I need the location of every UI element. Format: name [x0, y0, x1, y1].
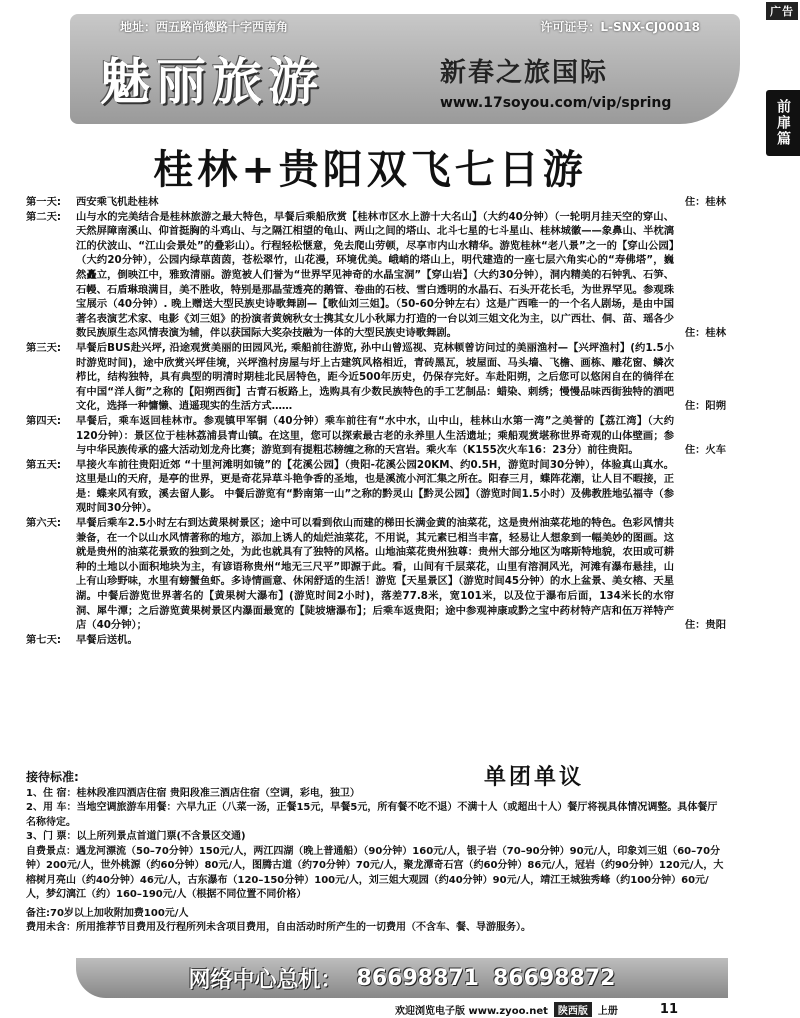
- day-label: 第六天:: [26, 517, 62, 530]
- day-stay: 住：桂林: [684, 327, 726, 340]
- page-title: 桂林+贵阳双飞七日游: [153, 147, 587, 193]
- region-badge: 陕西版: [554, 1002, 592, 1017]
- day-text: 西安乘飞机赴桂林: [76, 196, 159, 208]
- itinerary-day: [26, 458, 726, 516]
- day-stay: 住：阳朔: [684, 400, 726, 413]
- reception-standards: [26, 770, 726, 936]
- volume-label: 上册: [597, 1006, 618, 1017]
- website-url[interactable]: www.17soyou.com/vip/spring: [440, 95, 672, 111]
- day-label: 第四天:: [26, 414, 62, 427]
- fee-line: [26, 921, 726, 936]
- day-label: 第七天:: [26, 633, 62, 646]
- day-text: 早餐后BUS赴兴坪, 沿途观赏美丽的田园风光, 乘船前往游览, 孙中山曾巡视、克林顿曾访问过的美丽渔村—【兴坪渔村】(约1.5小时游览时间)，途中欣赏兴坪佳境，兴坪渔村房屋与圩上古建筑风格相近，青砖黑瓦，坡屋面、马头墙、飞檐、画栋、雕花窗、鳞次栉比，结构独特，具有典型的明清时期桂北民居特色，距今近500年历史，仍保存完好。车赴阳朔，之后您可以悠闲自在的徜徉在有中国“洋人街”之称的【阳朔西街】古青石板路上，选购具有少数民族特色的手工艺制品：蜡染、刺绣；慢慢品味西街独特的酒吧文化，选择一种慵懒、逍遥现实的生活方式……: [76, 341, 674, 413]
- ad-tag: 广告: [766, 2, 798, 20]
- header-address: 地址：西五路尚德路十字西南角: [120, 20, 289, 34]
- note-label: 备注:: [26, 907, 50, 919]
- itinerary-day: [26, 633, 726, 648]
- day-stay: 住：桂林: [684, 196, 726, 208]
- logo: 魅丽旅游: [100, 52, 324, 111]
- itinerary-day: [26, 210, 726, 341]
- slogan: 新春之旅国际: [440, 58, 609, 88]
- day-text: 山与水的完美结合是桂林旅游之最大特色，早餐后乘船欣赏【桂林市区水上游十大名山】（大约40分钟）（一轮明月挂天空的穿山、天然屏障南溪山、仰首挺胸的斗鸡山、与之隔江相望的龟山、两山之间的塔山、北斗七星的七斗星山、桂林城徽——象鼻山、半枕漓江的伏波山、“江山会景处”的叠彩山）。行程轻松惬意，免去爬山劳顿，尽享市内山水精华。游览桂林“老八景”之一的【穿山公园】（大约20分钟），公园内绿草茵茵，苍松翠竹，山花漫，环境优美。峨峭的塔山上，明代建造的一座七层六角实心的“寿佛塔”，巍然矗立，倒映江中，雅致清丽。游览被人们誉为“世界罕见神奇的水晶宝洞”【穿山岩】（大约30分钟），洞内精美的石钟乳、石笋、石幔、石盾琳琅满目，美不胜收，特别是那晶莹透亮的鹅管、卷曲的石枝、雪白透明的水晶石、石头开花长毛，为世界罕见。参观珠宝展示（40分钟）. 晚上赠送大型民族史诗歌舞剧—【歌仙刘三姐】。（50-60分钟左右）这是广西唯一的一个名人剧场，是由中国著名表演艺术家、电影《刘三姐》的扮演者黄婉秋女士携其女儿小秋犀力打造的一台以刘三姐文化为主，以广西壮、侗、苗、瑶各少数民族原生态风情表演为辅，伴以获国际大奖杂技融为一体的大型民族史诗歌舞剧。: [76, 210, 674, 340]
- hotline-phone-1[interactable]: 86698871: [356, 965, 479, 991]
- day-text: 早餐后，乘车返回桂林市。参观镇甲军铜（40分钟）乘车前往有“水中水，山中山，桂林山水第一湾”之美誉的【荔江湾】（大约120分钟）：景区位于桂林荔浦县青山镇。在这里，您可以探索最古老的永养里人生活遗址；乘船观赏堪称世界奇观的山体壁画；参与中华民族传承的盛大活动划龙舟比赛；游览到有提粗芯耪缠之称的天宫岩。乘火车（K155次火车16：23分）前往贵阳。: [76, 414, 674, 457]
- itinerary: [26, 195, 726, 647]
- header-top: [120, 18, 700, 35]
- day-label: 第三天:: [26, 341, 62, 354]
- standard-item: 3、门 票：以上所列景点首道门票(不含景区交通): [26, 831, 246, 842]
- itinerary-day: [26, 414, 726, 458]
- note-line: [26, 907, 726, 922]
- itinerary-day: [26, 195, 726, 210]
- day-label: 第五天:: [26, 458, 62, 471]
- day-label: 第二天:: [26, 210, 62, 223]
- standard-item: 自费景点：遇龙河漂流（50–70分钟）150元/人，两江四湖（晚上普通船）（90分钟）160元/人，银子岩（70–90分钟）90元/人，印象刘三姐（60–70分钟）200元/人，世外桃源（约60分钟）80元/人，图腾古道（约70分钟）70元/人，聚龙潭奇石宫（约60分钟）86元/人，冠岩（约90分钟）120元/人，大榕树月亮山（约40分钟）46元/人，古东瀑布（120–150分钟）100元/人，刘三姐大观园（约40分钟）90元/人，靖江王城独秀峰（约100分钟）60元/人，梦幻漓江（约）160–190元/人（根据不同位置不同价格）: [26, 845, 724, 900]
- standards-title: 接待标准:: [26, 770, 79, 784]
- note-text: 70岁以上加收附加费100元/人: [50, 907, 189, 919]
- hotline-phone-2[interactable]: 86698872: [493, 965, 616, 991]
- single-group-badge: 单团单议: [484, 764, 585, 790]
- day-text: 早餐后送机。: [76, 633, 138, 646]
- footer-hotline: [76, 958, 728, 998]
- standard-item: 2、用 车：当地空调旅游车用餐：六早九正（八菜一汤，正餐15元，早餐5元，所有餐不吃不退）不满十人（或超出十人）餐厅将视具体情况调整。具体餐厅名称待定。: [26, 802, 718, 828]
- itinerary-day: [26, 341, 726, 414]
- fee-label: 费用未含：: [26, 922, 76, 933]
- browse-link[interactable]: 欢迎浏览电子版 www.zyoo.net: [395, 1006, 548, 1017]
- itinerary-day: [26, 516, 726, 633]
- day-stay: 住：贵阳: [684, 619, 726, 632]
- fee-text: 所用推荐节目费用及行程所列未含项目费用，自由活动时所产生的一切费用（不含车、餐、导游服务）。: [76, 922, 531, 933]
- bottom-bar: [395, 1002, 678, 1017]
- header-license: 许可证号：L-SNX-CJ00018: [540, 20, 700, 34]
- day-stay: 住：火车: [684, 444, 726, 457]
- sidebar-tab: 前扉篇: [766, 90, 800, 156]
- day-label: 第一天:: [26, 196, 62, 208]
- standard-item: 1、住 宿：桂林段准四酒店住宿 贵阳段准三酒店住宿（空调，彩电，独卫）: [26, 787, 360, 799]
- day-text: 早接火车前往贵阳近郊 “十里河滩明如镜”的【花溪公园】（贵阳-花溪公园20KM、约0.5H，游览时间30分钟），体验真山真水。这里是山的天府，是亭的世界，更是奇花异草斗艳争香的圣地，也是溪流小河汇集之所在。阳春三月，蝶阵花潮，让人目不暇接，正是：蝶来风有致，溪去留人影。 中餐后游览有“黔南第一山”之称的黔灵山【黔灵公园】（游览时间1.5小时）及佛教胜地弘福寺（参观时间30分钟）。: [76, 458, 674, 515]
- day-text: 早餐后乘车2.5小时左右到达黄果树景区；途中可以看到依山而建的梯田长满金黄的油菜花，这是贵州油菜花地的特色。色彩风情共兼备，在一个以山水风情著称的地方，添加上诱人的灿烂油菜花，不用说，其元素已相当丰富，轻易让人想象到一幅美妙的图画。这就是贵州的油菜花景致的独到之处，为此也就具有了独特的风格。山地油菜花贵州独尊：贵州大部分地区为喀斯特地貌，农田或可耕种的土地以小面积地块为主，有谚语称贵州“地无三尺平”即源于此。看，山间有千层菜花，山里有溶洞风光，河滩有瀑布悬挂，山上有山珍野味，水里有螃蟹鱼虾。多诗情画意、休闲舒适的生活！游览【天星景区】（游览时间45分钟）的水上盆景、美女榕、天星湖。中餐后游览世界著名的【黄果树大瀑布】(游览时间2小时)，落差77.8米，宽101米，以及位于瀑布后面，134米长的水帘洞、犀牛潭；之后游览黄果树景区内瀑面最宽的【陡坡塘瀑布】；后乘车返贵阳；途中参观神康或黔之宝中药材特产店和伍万祥特产店（40分钟）；: [76, 517, 674, 632]
- page-number: 11: [659, 1002, 679, 1017]
- hotline-label: 网络中心总机：: [188, 967, 343, 993]
